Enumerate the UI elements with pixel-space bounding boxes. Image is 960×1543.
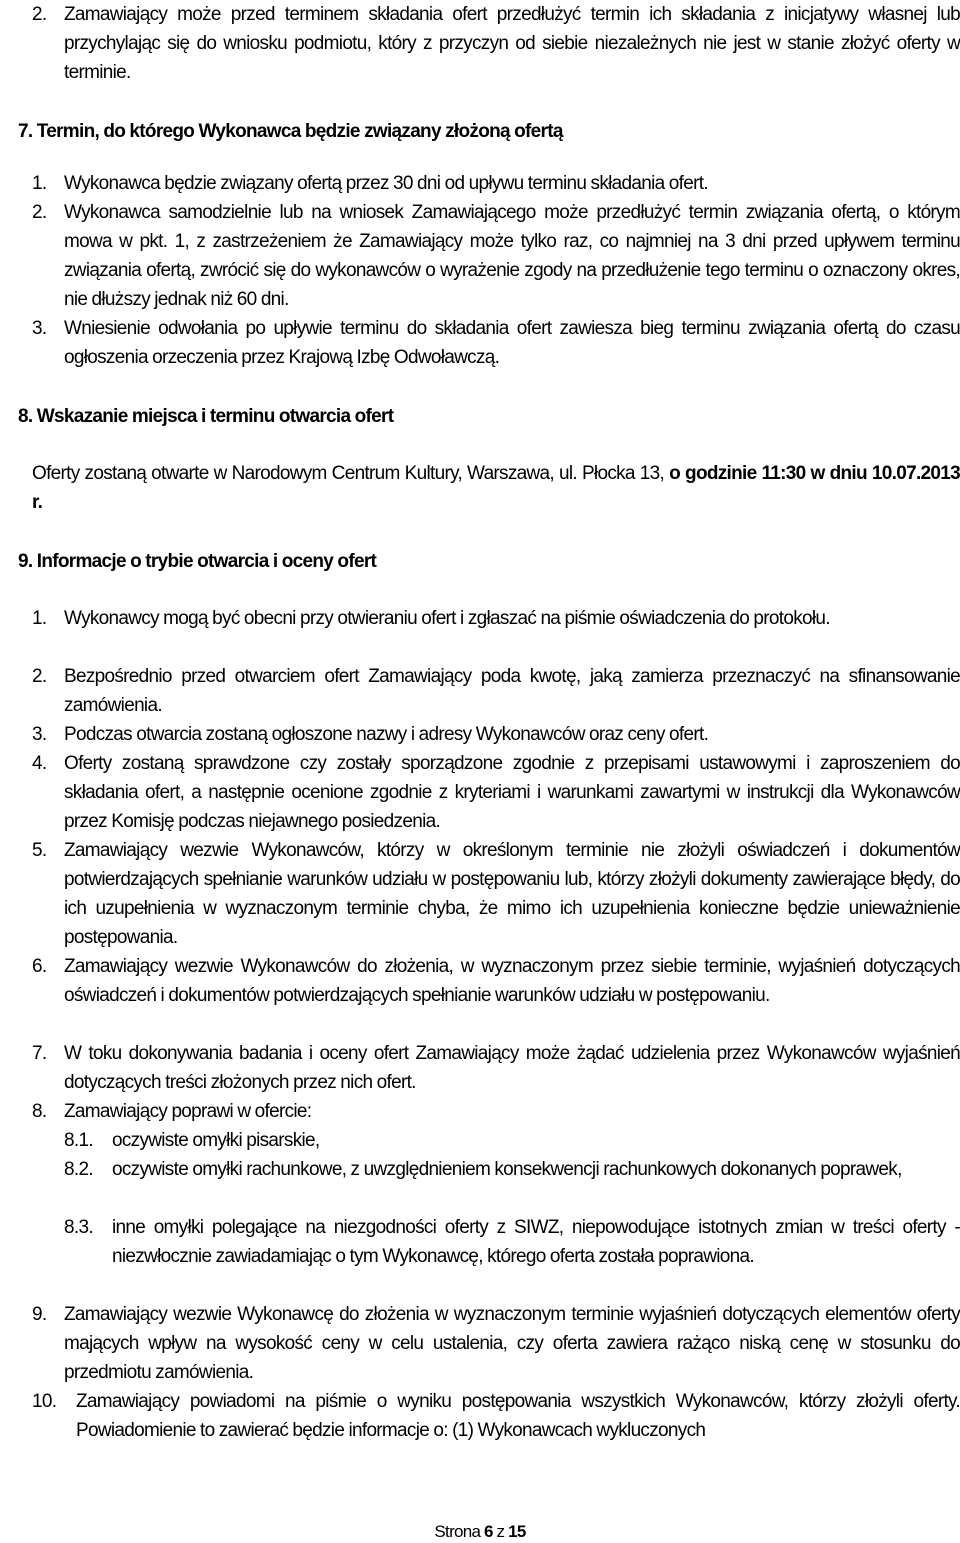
s7-item-3-text: Wniesienie odwołania po upływie terminu do składania ofert zawiesza bieg terminu związania ofertą do czasu ogłoszenia orzeczenia przez Krajową Izbę Odwoławczą. [64,318,960,368]
section-8-paragraph [32,459,960,517]
s9-item-9-text: Zamawiający wezwie Wykonawcę do złożenia w wyznaczonym terminie wyjaśnień dotyczących elementów oferty mających wpływ na wysokość ceny w celu ustalenia, czy oferta zawiera rażąco niską cenę w stosunku do przedmiotu zamówienia. [64,1304,960,1383]
section-8-text-plain: Oferty zostaną otwarte w Narodowym Centrum Kultury, Warszawa, ul. Płocka 13, [32,463,665,484]
s9-item-5-text: Zamawiający wezwie Wykonawców, którzy w określonym terminie nie złożyli oświadczeń i dokumentów potwierdzających spełnianie warunków udziału w postępowaniu lub, którzy złożyli dokumenty zawierające błędy, do ich uzupełnienia w wyznaczonym terminie chyba, że mimo ich uzupełnienia konieczne będzie unieważnienie postępowania. [64,840,960,948]
section-8-title: Wskazanie miejsca i terminu otwarcia ofert [36,406,394,427]
s7-item-1-text: Wykonawca będzie związany ofertą przez 30 dni od upływu terminu składania ofert. [64,173,708,194]
s9-item-2-text: Bezpośrednio przed otwarciem ofert Zamawiający poda kwotę, jaką zamierza przeznaczyć na sfinansowanie zamówienia. [64,666,960,716]
s9-item-7-text: W toku dokonywania badania i oceny ofert Zamawiający może żądać udzielenia przez Wykonawców wyjaśnień dotyczących treści złożonych przez nich ofert. [64,1043,960,1093]
s9-item-7-number: 7. [32,1043,47,1064]
s7-item-1-number: 1. [32,173,47,194]
s7-item-2-text: Wykonawca samodzielnie lub na wniosek Zamawiającego może przedłużyć termin związania ofertą, o którym mowa w pkt. 1, z zastrzeżeniem że Zamawiający może tylko raz, co najmniej na 3 dni przed upływem terminu związania ofertą, zwrócić się do wykonawców o wyrażenie zgody na przedłużenie tego terminu o oznaczony okres, nie dłuższy jednak niż 60 dni. [64,202,960,310]
s9-item-6-number: 6. [32,956,47,977]
s9-subitem-8-2-text: oczywiste omyłki rachunkowe, z uwzględnieniem konsekwencji rachunkowych dokonanych poprawek, [112,1159,902,1180]
section-8-text-bold: o godzinie 11:30 w dniu 10.07.2013 r. [32,463,960,513]
s9-item-4-text: Oferty zostaną sprawdzone czy zostały sporządzone zgodnie z przepisami ustawowymi i zaproszeniem do składania ofert, a następnie ocenione zgodnie z kryteriami i warunkami zawartymi w instrukcji dla Wykonawców przez Komisję podczas niejawnego posiedzenia. [64,753,960,832]
s9-item-1-text: Wykonawcy mogą być obecni przy otwieraniu ofert i zgłaszać na piśmie oświadczenia do protokołu. [64,608,830,629]
s9-item-2-number: 2. [32,666,47,687]
s9-item-3-text: Podczas otwarcia zostaną ogłoszone nazwy i adresy Wykonawców oraz ceny ofert. [64,724,709,745]
section-8-number: 8. [18,406,33,427]
s9-item-3-number: 3. [32,724,47,745]
footer-mid: z [496,1522,505,1541]
section-9-title: Informacje o trybie otwarcia i oceny ofert [36,551,377,572]
s9-item-10-number: 10. [32,1391,57,1412]
s9-item-8-number: 8. [32,1101,47,1122]
s7-item-2-number: 2. [32,202,47,223]
s9-subitem-8-3-number: 8.3. [64,1217,93,1238]
intro-text: Zamawiający może przed terminem składania ofert przedłużyć termin ich składania z inicjatywy własnej lub przychylając się do wniosku podmiotu, który z przyczyn od siebie niezależnych nie jest w stanie złożyć oferty w terminie. [64,4,960,83]
section-7-number: 7. [18,121,33,142]
page-footer [0,1522,960,1542]
s9-item-10-text: Zamawiający powiadomi na piśmie o wyniku postępowania wszystkich Wykonawców, którzy złożyli oferty. Powiadomienie to zawierać będzie informacje o: (1) Wykonawcach wykluczonych [76,1391,960,1441]
s9-subitem-8-1-number: 8.1. [64,1130,93,1151]
s9-item-1-number: 1. [32,608,47,629]
footer-total-pages: 15 [508,1522,526,1541]
s9-item-9-number: 9. [32,1304,47,1325]
intro-number: 2. [32,4,47,25]
s7-item-3-number: 3. [32,318,47,339]
s9-item-6-text: Zamawiający wezwie Wykonawców do złożenia, w wyznaczonym przez siebie terminie, wyjaśnień dotyczących oświadczeń i dokumentów potwierdzających spełnianie warunków udziału w postępowaniu. [64,956,960,1006]
section-7-heading [18,117,563,146]
s9-subitem-8-1-text: oczywiste omyłki pisarskie, [112,1130,320,1151]
section-9-heading [18,547,376,576]
footer-prefix: Strona [434,1522,481,1541]
section-7-title: Termin, do którego Wykonawca będzie związany złożoną ofertą [36,121,563,142]
s9-subitem-8-3-text: inne omyłki polegające na niezgodności oferty z SIWZ, niepowodujące istotnych zmian w treści oferty - niezwłocznie zawiadamiając o tym Wykonawcę, którego oferta została poprawiona. [112,1217,960,1267]
s9-item-4-number: 4. [32,753,47,774]
s9-subitem-8-2-number: 8.2. [64,1159,93,1180]
section-8-heading [18,402,393,431]
footer-page-number: 6 [484,1522,493,1541]
section-9-number: 9. [18,551,33,572]
s9-item-8-text: Zamawiający poprawi w ofercie: [64,1101,312,1122]
s9-item-5-number: 5. [32,840,47,861]
